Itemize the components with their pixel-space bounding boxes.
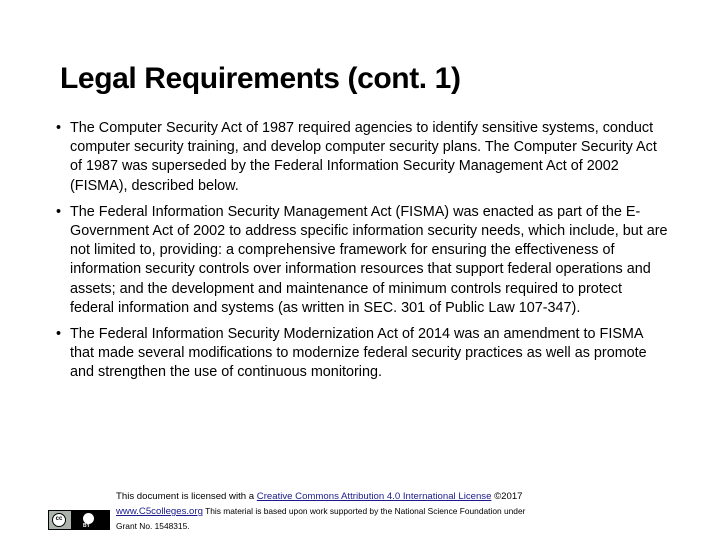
license-link[interactable]: Creative Commons Attribution 4.0 International License (256, 491, 492, 502)
bullet-item (56, 119, 668, 196)
bullet-list (56, 119, 668, 390)
license-prefix: This document is licensed with a (116, 491, 257, 502)
license-line (116, 490, 636, 504)
grant-line: Grant No. 1548315. (116, 521, 190, 531)
bullet-item (56, 325, 668, 383)
by-label: BY (83, 523, 90, 529)
bullet-marker: • (56, 120, 62, 136)
license-footer (0, 488, 720, 540)
bullet-marker: • (56, 203, 62, 220)
by-block (71, 511, 109, 529)
site-link[interactable]: www.C5colleges.org (116, 506, 203, 517)
bullet-item (56, 203, 668, 318)
bullet-text: The Federal Information Security Modernization Act of 2014 was an amendment to FISMA that made several modifications to modernize federal security practices as well as promote and strengthen the use of continuous monitoring. (70, 326, 647, 381)
bullet-marker: • (56, 326, 62, 343)
cc-icon: cc (52, 513, 66, 527)
creative-commons-by-icon[interactable] (48, 510, 110, 530)
support-line (116, 504, 636, 519)
copyright: ©2017 (491, 491, 523, 502)
license-text (116, 490, 636, 533)
bullet-text: The Federal Information Security Management Act (FISMA) was enacted as part of the E-Government Act of 2002 to address specific information security needs, which include, but are not limited to, providing: a comprehensive framework for ensuring the effectiveness of information security controls over information resources that support federal operations and assets; and the development and maintenance of minimum controls required to protect federal information and systems (as written in SEC. 301 of Public Law 107-347). (70, 203, 668, 316)
support-text: This material is based upon work supported by the National Science Foundation under (202, 506, 526, 516)
slide-title: Legal Requirements (cont. 1) (60, 62, 461, 95)
bullet-text: The Computer Security Act of 1987 required agencies to identify sensitive systems, conduct computer security training, and develop computer security plans. The Computer Security Act of 1987 was superseded by the Federal Information Security Management Act of 2002 (FISMA), described below. (70, 120, 657, 194)
